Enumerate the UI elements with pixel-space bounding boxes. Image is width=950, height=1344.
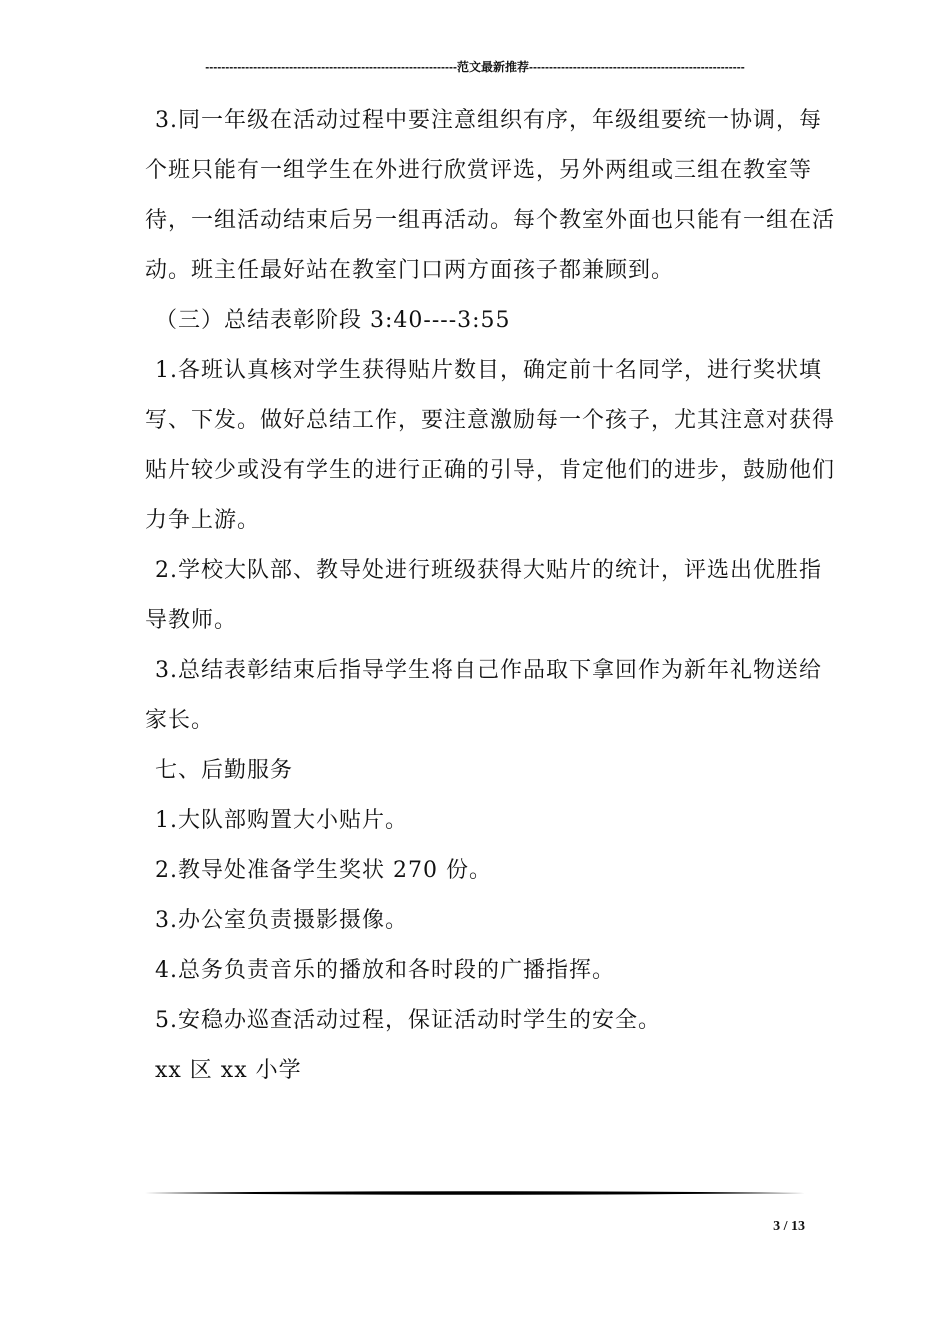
paragraph-line: 个班只能有一组学生在外进行欣赏评选，另外两组或三组在教室等	[145, 158, 813, 183]
page-number: 3 / 13	[773, 1219, 805, 1234]
list-item: 4.总务负责音乐的播放和各时段的广播指挥。	[155, 958, 615, 983]
document-body	[145, 96, 836, 1096]
list-item: 2.教导处准备学生奖状 270 份。	[155, 858, 492, 883]
section-heading: （三）总结表彰阶段 3:40----3:55	[155, 308, 511, 333]
paragraph-line: 动。班主任最好站在教室门口两方面孩子都兼顾到。	[145, 258, 675, 283]
paragraph-line: 3.总结表彰结束后指导学生将自己作品取下拿回作为新年礼物送给	[155, 658, 822, 683]
section-heading: 七、后勤服务	[155, 758, 294, 783]
signature-line: xx 区 xx 小学	[155, 1058, 302, 1083]
list-item: 3.办公室负责摄影摄像。	[155, 908, 408, 933]
page-header: ---------------------------------------------------------------范文最新推荐------------------------------------------------------	[205, 60, 745, 74]
paragraph-line: 家长。	[145, 708, 215, 733]
paragraph-line: 待，一组活动结束后另一组再活动。每个教室外面也只能有一组在活	[145, 208, 836, 233]
list-item: 5.安稳办巡查活动过程，保证活动时学生的安全。	[155, 1008, 661, 1033]
paragraph-line: 1.各班认真核对学生获得贴片数目，确定前十名同学，进行奖状填	[155, 358, 822, 383]
paragraph-line: 力争上游。	[145, 508, 261, 533]
paragraph-line: 导教师。	[145, 608, 238, 633]
footer-rule	[145, 1190, 805, 1196]
paragraph-line: 2.学校大队部、教导处进行班级获得大贴片的统计，评选出优胜指	[155, 558, 822, 583]
paragraph-line: 3.同一年级在活动过程中要注意组织有序，年级组要统一协调，每	[155, 108, 822, 133]
list-item: 1.大队部购置大小贴片。	[155, 808, 408, 833]
paragraph-line: 贴片较少或没有学生的进行正确的引导，肯定他们的进步，鼓励他们	[145, 458, 836, 483]
paragraph-line: 写、下发。做好总结工作，要注意激励每一个孩子，尤其注意对获得	[145, 408, 836, 433]
